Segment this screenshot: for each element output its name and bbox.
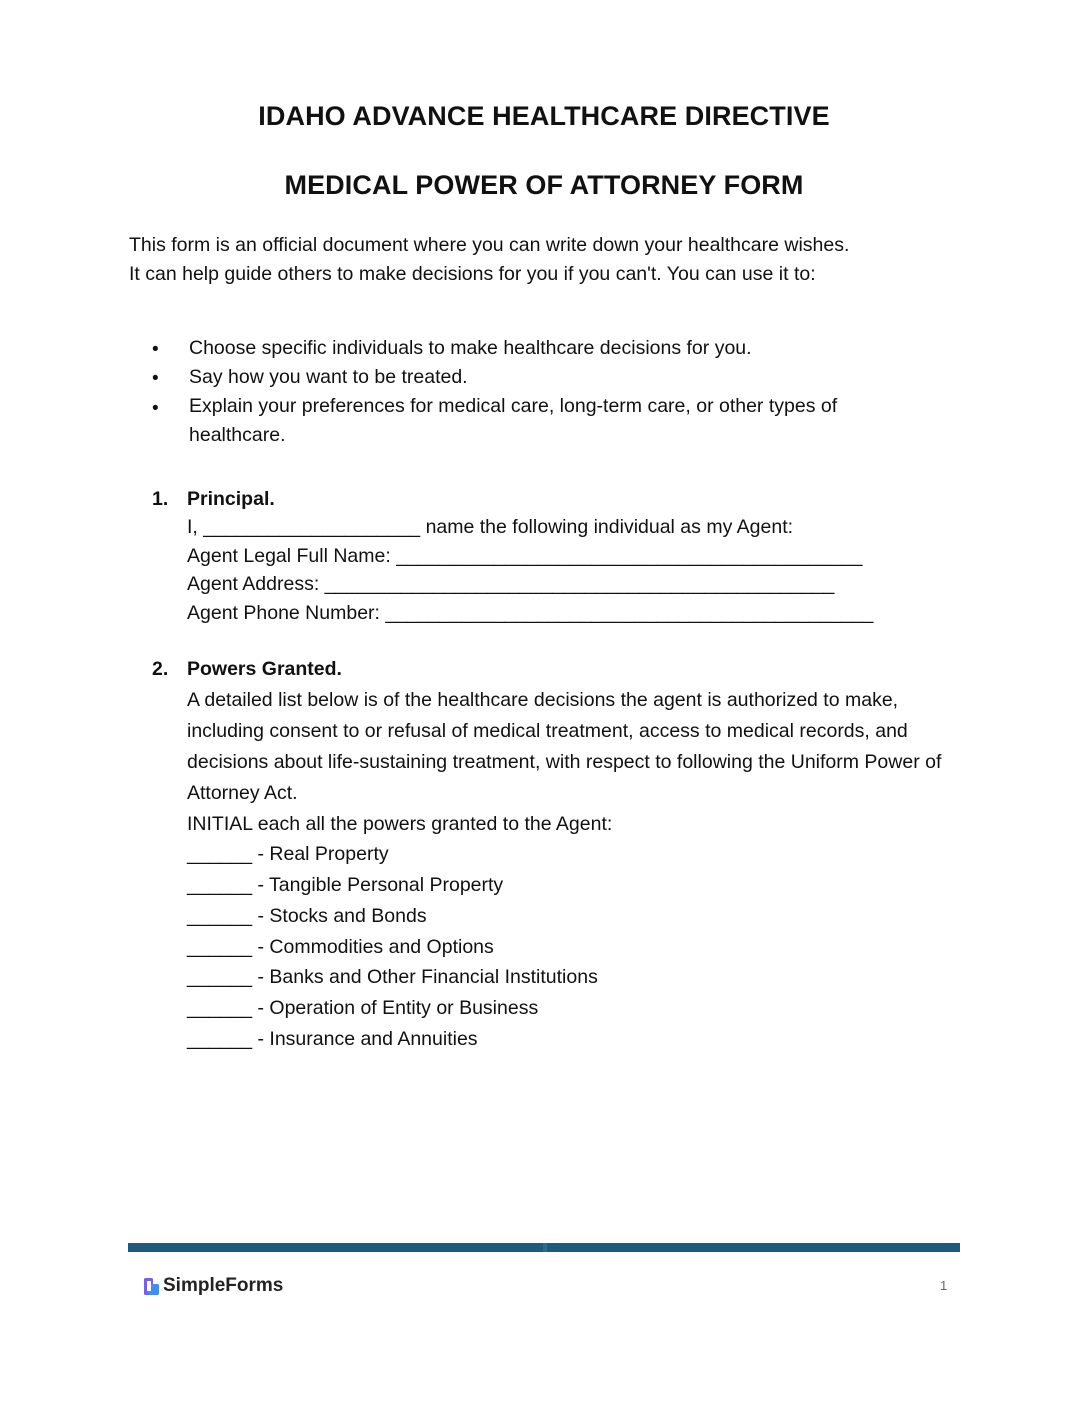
section-heading-powers: Powers Granted. — [187, 658, 342, 680]
section-heading-principal: Principal. — [187, 488, 275, 510]
power-initial-field[interactable]: ______ - Insurance and Annuities — [187, 1028, 478, 1050]
power-initial-field[interactable]: ______ - Commodities and Options — [187, 936, 494, 958]
agent-address-field[interactable]: Agent Address: _______________________________________________ — [187, 573, 835, 595]
agent-phone-field[interactable]: Agent Phone Number: _____________________________________________ — [187, 602, 874, 624]
document-title: IDAHO ADVANCE HEALTHCARE DIRECTIVE — [258, 101, 830, 131]
section-number: 1. — [152, 488, 169, 510]
bullet-icon: • — [152, 339, 159, 360]
bullet-item: Choose specific individuals to make healthcare decisions for you. — [189, 337, 752, 359]
bullet-icon: • — [152, 398, 159, 419]
agent-name-field[interactable]: Agent Legal Full Name: ___________________________________________ — [187, 545, 863, 567]
simpleforms-logo-icon — [144, 1278, 159, 1295]
intro-line-1: This form is an official document where you can write down your healthcare wishes. — [129, 234, 850, 256]
power-initial-field[interactable]: ______ - Tangible Personal Property — [187, 874, 504, 896]
powers-description: A detailed list below is of the healthcare decisions the agent is authorized to make, including consent to or refusal of medical treatment, access to medical records, and decisions about life-sustaining treatment, with respect to following the Uniform Power of Attorney Act. — [187, 689, 942, 804]
bullet-item: Say how you want to be treated. — [189, 366, 468, 388]
page-number: 1 — [940, 1278, 948, 1293]
intro-line-2: It can help guide others to make decisions for you if you can't. You can use it to: — [129, 263, 816, 285]
power-initial-field[interactable]: ______ - Real Property — [187, 843, 389, 865]
power-initial-field[interactable]: ______ - Stocks and Bonds — [187, 905, 427, 927]
bullet-icon: • — [152, 368, 159, 389]
principal-name-field[interactable]: I, ____________________ name the following individual as my Agent: — [187, 516, 794, 538]
brand-name: SimpleForms — [163, 1275, 284, 1296]
power-initial-field[interactable]: ______ - Banks and Other Financial Institutions — [187, 966, 598, 988]
bullet-item: Explain your preferences for medical care, long-term care, or other types of healthcare. — [189, 395, 838, 446]
footer-divider-segment — [543, 1243, 547, 1252]
power-initial-field[interactable]: ______ - Operation of Entity or Business — [187, 997, 539, 1019]
document-subtitle: MEDICAL POWER OF ATTORNEY FORM — [284, 170, 804, 200]
initial-instruction: INITIAL each all the powers granted to the Agent: — [187, 813, 613, 835]
section-number: 2. — [152, 658, 169, 680]
